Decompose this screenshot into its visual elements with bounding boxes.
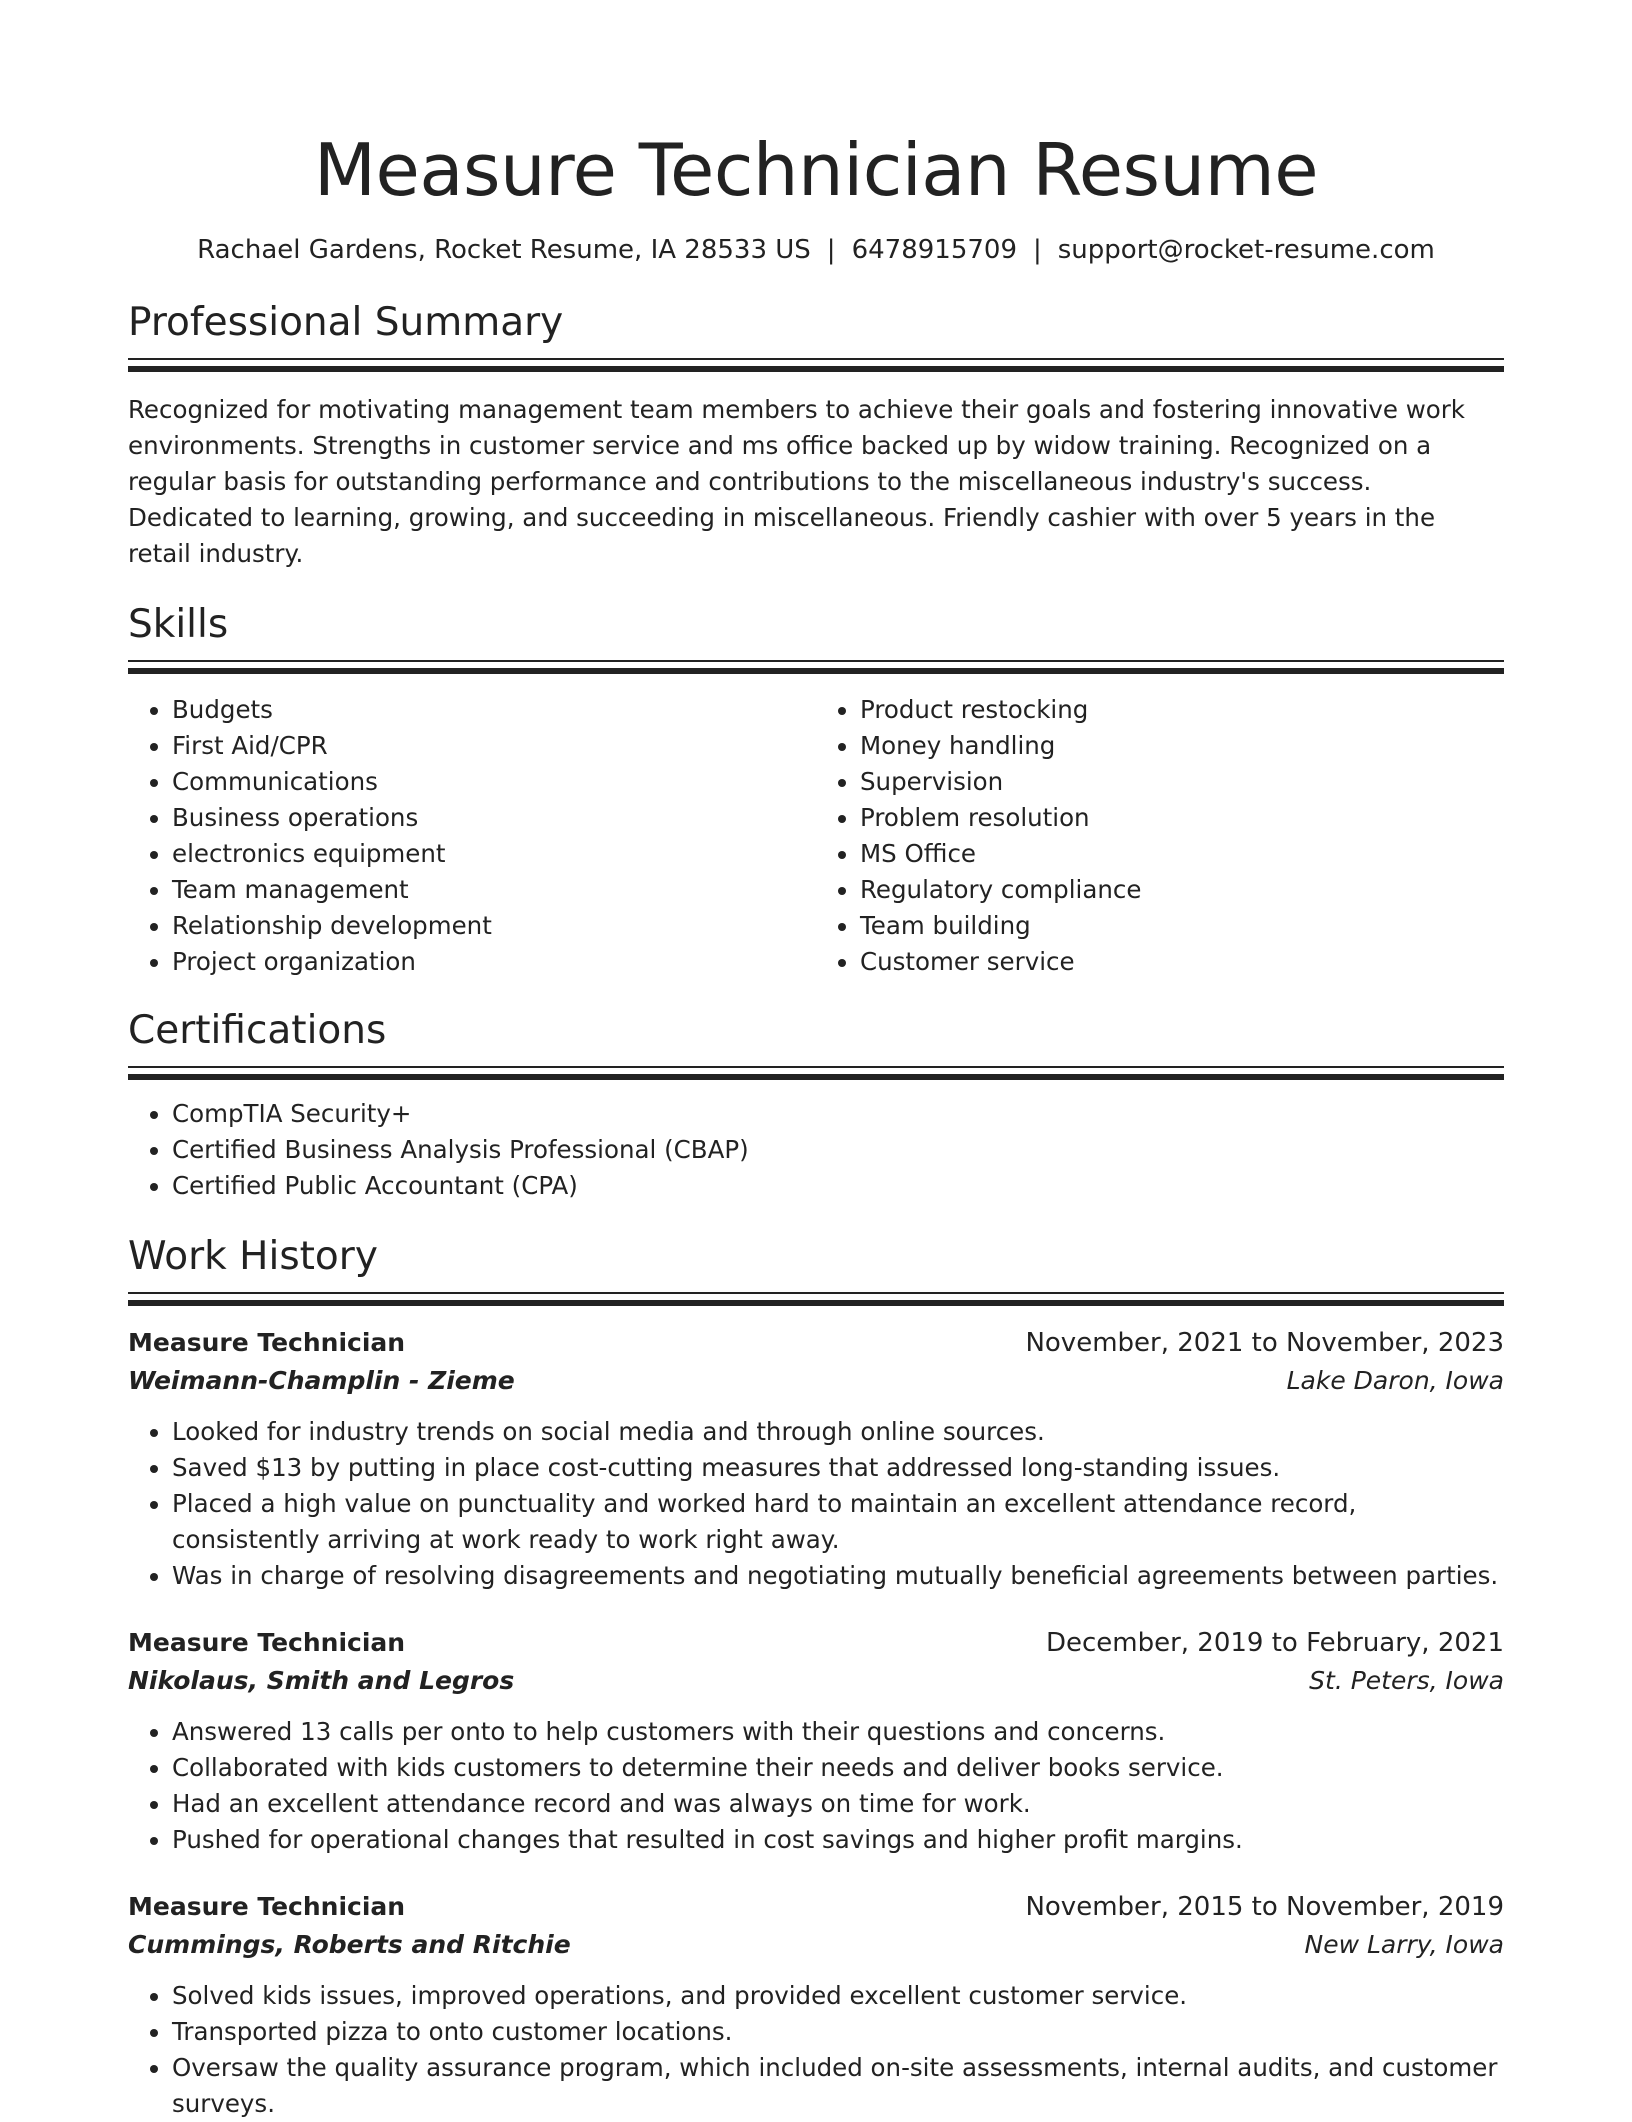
skill-item: • Problem resolution: [860, 800, 1504, 836]
job-title: Measure Technician: [128, 1328, 406, 1357]
skill-item: • Team management: [172, 872, 816, 908]
section-divider: [128, 1066, 1504, 1080]
job-dates: November, 2021 to November, 2023: [1025, 1328, 1504, 1358]
certifications-section: [128, 1006, 1504, 1204]
job-bullets: [128, 1714, 1504, 1858]
skill-item: • Money handling: [860, 728, 1504, 764]
skill-item: • Relationship development: [172, 908, 816, 944]
job-title: Measure Technician: [128, 1892, 406, 1921]
skill-item: • Supervision: [860, 764, 1504, 800]
job-header: [128, 1624, 1504, 1662]
job-bullet: • Collaborated with kids customers to determine their needs and deliver books service.: [172, 1750, 1504, 1786]
job-title: Measure Technician: [128, 1628, 406, 1657]
skill-item: • Communications: [172, 764, 816, 800]
job-bullets: [128, 1978, 1504, 2122]
job-company: Weimann-Champlin - Zieme: [128, 1366, 515, 1395]
job-location: St. Peters, Iowa: [1309, 1666, 1504, 1695]
job-bullet: • Pushed for operational changes that resulted in cost savings and higher profit margins.: [172, 1822, 1504, 1858]
summary-text: Recognized for motivating management team members to achieve their goals and fostering innovative work environments. Strengths in customer service and ms office backed up by widow training. Recognized on a regular basis for outstanding performance and contributions to the miscellaneous industry's success. Dedicated to learning, growing, and succeeding in miscellaneous. Friendly cashier with over 5 years in the retail industry.: [128, 395, 1465, 568]
job-header: [128, 1324, 1504, 1362]
job-header: [128, 1888, 1504, 1926]
contact-line: [128, 232, 1504, 268]
job-bullet: • Had an excellent attendance record and was always on time for work.: [172, 1786, 1504, 1822]
skill-item: • Business operations: [172, 800, 816, 836]
resume-title: Measure Technician Resume: [313, 128, 1319, 212]
contact-separator: |: [826, 235, 836, 265]
job-subheader: [128, 1926, 1504, 1964]
job-bullets: [128, 1414, 1504, 1594]
contact-separator: |: [1032, 235, 1042, 265]
work-history-section: [128, 1232, 1504, 2122]
skills-list-right: [816, 692, 1504, 980]
job-location: Lake Daron, Iowa: [1286, 1366, 1504, 1395]
certifications-heading: Certifications: [128, 1008, 387, 1053]
job-bullet: • Oversaw the quality assurance program, which included on-site assessments, internal audits, and customer surveys.: [172, 2050, 1504, 2122]
job-bullet: • Saved $13 by putting in place cost-cutting measures that addressed long-standing issues.: [172, 1450, 1504, 1486]
work-history-heading: Work History: [128, 1234, 378, 1279]
contact-phone: 6478915709: [851, 235, 1017, 265]
skills-heading: Skills: [128, 602, 229, 647]
summary-section: [128, 298, 1504, 572]
job-bullet: • Looked for industry trends on social media and through online sources.: [172, 1414, 1504, 1450]
skill-item: • First Aid/CPR: [172, 728, 816, 764]
section-divider: [128, 660, 1504, 674]
skills-list-left: [128, 692, 816, 980]
certifications-list: [128, 1096, 1504, 1204]
certification-item: • Certified Business Analysis Professional (CBAP): [172, 1132, 1504, 1168]
job-bullet: • Was in charge of resolving disagreements and negotiating mutually beneficial agreements between parties.: [172, 1558, 1504, 1594]
skill-item: • MS Office: [860, 836, 1504, 872]
skills-columns: [128, 692, 1504, 980]
job-company: Cummings, Roberts and Ritchie: [128, 1930, 571, 1959]
contact-email: support@rocket-resume.com: [1057, 235, 1435, 265]
skill-item: • Regulatory compliance: [860, 872, 1504, 908]
skill-item: • Product restocking: [860, 692, 1504, 728]
job-entry: [128, 1888, 1504, 2122]
job-bullet: • Placed a high value on punctuality and worked hard to maintain an excellent attendance record, consistently arriving at work ready to work right away.: [172, 1486, 1504, 1558]
skill-item: • Customer service: [860, 944, 1504, 980]
certification-item: • CompTIA Security+: [172, 1096, 1504, 1132]
section-divider: [128, 1292, 1504, 1306]
jobs-list: [128, 1324, 1504, 2122]
skill-item: • Team building: [860, 908, 1504, 944]
job-location: New Larry, Iowa: [1304, 1930, 1504, 1959]
certification-item: • Certified Public Accountant (CPA): [172, 1168, 1504, 1204]
job-company: Nikolaus, Smith and Legros: [128, 1666, 515, 1695]
job-subheader: [128, 1662, 1504, 1700]
job-entry: [128, 1624, 1504, 1858]
summary-heading: Professional Summary: [128, 300, 564, 345]
job-bullet: • Solved kids issues, improved operations, and provided excellent customer service.: [172, 1978, 1504, 2014]
job-bullet: • Transported pizza to onto customer locations.: [172, 2014, 1504, 2050]
skill-item: • electronics equipment: [172, 836, 816, 872]
section-divider: [128, 358, 1504, 372]
job-subheader: [128, 1362, 1504, 1400]
job-dates: November, 2015 to November, 2019: [1025, 1892, 1504, 1922]
skill-item: • Project organization: [172, 944, 816, 980]
job-dates: December, 2019 to February, 2021: [1045, 1628, 1504, 1658]
job-bullet: • Answered 13 calls per onto to help customers with their questions and concerns.: [172, 1714, 1504, 1750]
skills-section: [128, 600, 1504, 980]
skill-item: • Budgets: [172, 692, 816, 728]
contact-address: Rachael Gardens, Rocket Resume, IA 28533 US: [197, 235, 811, 265]
job-entry: [128, 1324, 1504, 1594]
